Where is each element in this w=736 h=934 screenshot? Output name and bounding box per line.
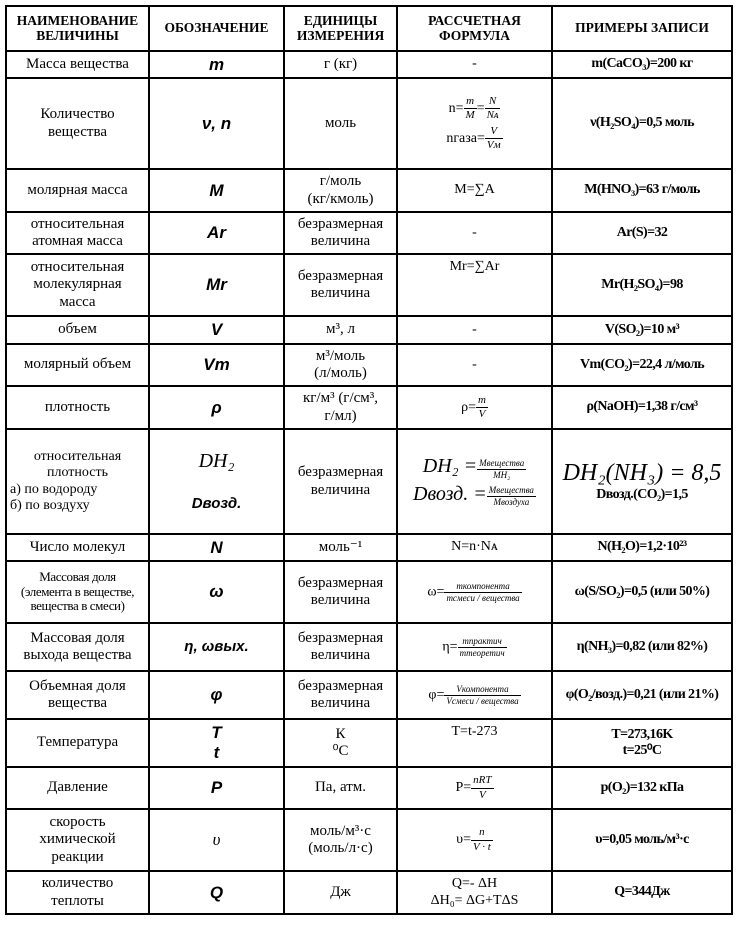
row-symbol	[149, 429, 284, 534]
row-units: моль⁻¹	[284, 534, 397, 561]
row-example: DH₂(NH₃) = 8,5 Dвозд.(CO₂)=1,5	[552, 429, 732, 534]
row-example: ρ(NaOH)=1,38 г/см³	[552, 386, 732, 429]
row-example: φ(O₂/возд.)=0,21 (или 21%)	[552, 671, 732, 719]
table-row	[6, 671, 732, 719]
row-name: Число молекул	[6, 534, 149, 561]
row-symbol: η, ωвых.	[149, 623, 284, 671]
header-symbol: ОБОЗНАЧЕНИЕ	[149, 6, 284, 51]
row-symbol: ρ	[149, 386, 284, 429]
table-row	[6, 871, 732, 914]
row-units: К ⁰С	[284, 719, 397, 767]
row-name: молярная масса	[6, 169, 149, 212]
row-name: относительная молекулярная масса	[6, 254, 149, 316]
row-example: p(O₂)=132 кПа	[552, 767, 732, 809]
row-example: η(NH₃)=0,82 (или 82%)	[552, 623, 732, 671]
row-formula	[397, 429, 552, 534]
row-units: моль/м³·с (моль/л·с)	[284, 809, 397, 871]
table-row	[6, 51, 732, 78]
row-formula: -	[397, 212, 552, 254]
row-name: Массовая доля выхода вещества	[6, 623, 149, 671]
table-row	[6, 623, 732, 671]
row-formula: Q=- ΔH ΔH₀= ΔG+TΔS	[397, 871, 552, 914]
row-formula: M=∑A	[397, 169, 552, 212]
row-units: моль	[284, 78, 397, 169]
table-row	[6, 316, 732, 344]
row-formula: η= $\frac{\text{mпрактич}}{\text{mтеоретич}}$	[397, 623, 552, 671]
row-example: Vm(CO₂)=22,4 л/моль	[552, 344, 732, 386]
table-row	[6, 169, 732, 212]
row-name: плотность	[6, 386, 149, 429]
row-name: относительная атомная масса	[6, 212, 149, 254]
row-symbol: υ	[149, 809, 284, 871]
row-formula: P= $\frac{\text{nRT}}{V}$	[397, 767, 552, 809]
row-name: количество теплоты	[6, 871, 149, 914]
row-symbol: T t	[149, 719, 284, 767]
row-formula: N=n·Nᴀ	[397, 534, 552, 561]
header-row	[6, 6, 732, 51]
row-name: объем	[6, 316, 149, 344]
row-formula: -	[397, 51, 552, 78]
row-name: относительная плотность а) по водороду б) по воздуху	[6, 429, 149, 534]
row-name: Количество вещества	[6, 78, 149, 169]
row-example: N(H₂O)=1,2·10²³	[552, 534, 732, 561]
row-example: ω(S/SO₂)=0,5 (или 50%)	[552, 561, 732, 623]
physical-quantities-table	[5, 5, 733, 915]
row-units: кг/м³ (г/см³, г/мл)	[284, 386, 397, 429]
symbol-d-h2: DH₂	[198, 450, 235, 473]
row-units: Па, атм.	[284, 767, 397, 809]
row-formula: ρ= $\frac{m}{V}$	[397, 386, 552, 429]
row-formula: υ= $\frac{n}{V \cdot t}$	[397, 809, 552, 871]
header-examples: ПРИМЕРЫ ЗАПИСИ	[552, 6, 732, 51]
row-example: υ=0,05 моль/м³·с	[552, 809, 732, 871]
row-name: Масса вещества	[6, 51, 149, 78]
table-row	[6, 719, 732, 767]
row-name: Давление	[6, 767, 149, 809]
row-units: безразмерная величина	[284, 671, 397, 719]
row-name: Объемная доля вещества	[6, 671, 149, 719]
table-row	[6, 212, 732, 254]
row-symbol: m	[149, 51, 284, 78]
table-row	[6, 809, 732, 871]
row-symbol: N	[149, 534, 284, 561]
row-example: Mr(H₂SO₄)=98	[552, 254, 732, 316]
table-row	[6, 767, 732, 809]
row-symbol: φ	[149, 671, 284, 719]
row-example: M(HNO₃)=63 г/моль	[552, 169, 732, 212]
row-name: молярный объем	[6, 344, 149, 386]
row-formula: φ= $\frac{\text{Vкомпонента}}{\text{Vсмеси / вещества}}$	[397, 671, 552, 719]
row-formula: ω= $\frac{\text{mкомпонента}}{\text{mсмеси / вещества}}$	[397, 561, 552, 623]
row-symbol: M	[149, 169, 284, 212]
header-name: НАИМЕНОВАНИЕ ВЕЛИЧИНЫ	[6, 6, 149, 51]
row-units: г/моль (кг/кмоль)	[284, 169, 397, 212]
table-row	[6, 429, 732, 534]
row-formula	[397, 78, 552, 169]
table-row	[6, 534, 732, 561]
row-name: скорость химической реакции	[6, 809, 149, 871]
row-name: Температура	[6, 719, 149, 767]
row-formula: Mr=∑Ar	[397, 254, 552, 316]
row-symbol: ν, n	[149, 78, 284, 169]
row-units: безразмерная величина	[284, 212, 397, 254]
row-units: безразмерная величина	[284, 254, 397, 316]
row-units: м³, л	[284, 316, 397, 344]
row-example: m(CaCO₃)=200 кг	[552, 51, 732, 78]
formula-amount-gas: nгаза= $\frac{V}{Vм}$	[446, 124, 501, 151]
row-formula: -	[397, 344, 552, 386]
row-units: безразмерная величина	[284, 623, 397, 671]
row-units: Дж	[284, 871, 397, 914]
header-formula: РАССЧЕТНАЯ ФОРМУЛА	[397, 6, 552, 51]
row-units: безразмерная величина	[284, 561, 397, 623]
row-symbol: Vm	[149, 344, 284, 386]
table-row	[6, 344, 732, 386]
table-row	[6, 254, 732, 316]
row-example: Q=344Дж	[552, 871, 732, 914]
row-formula: -	[397, 316, 552, 344]
row-units: м³/моль (л/моль)	[284, 344, 397, 386]
formula-density-h2: DH₂ = $\frac{\text{Mвещества}}{\text{MH₂}}$	[422, 455, 525, 480]
row-symbol: Q	[149, 871, 284, 914]
row-units: г (кг)	[284, 51, 397, 78]
row-symbol: Ar	[149, 212, 284, 254]
row-formula: T=t-273	[397, 719, 552, 767]
row-units: безразмерная величина	[284, 429, 397, 534]
header-units: ЕДИНИЦЫ ИЗМЕРЕНИЯ	[284, 6, 397, 51]
table-row	[6, 78, 732, 169]
row-symbol: Mr	[149, 254, 284, 316]
formula-density-air: Dвозд. = $\frac{\text{Mвещества}}{\text{Mвоздуха}}$	[413, 482, 534, 507]
formula-amount-mass: n= $\frac{m}{M}$ = $\frac{N}{\text{Nᴀ}}$	[448, 95, 499, 122]
row-name: Массовая доля (элемента в веществе, вещества в смеси)	[6, 561, 149, 623]
row-example: V(SO₂)=10 м³	[552, 316, 732, 344]
row-example: ν(H₂SO₄)=0,5 моль	[552, 78, 732, 169]
row-symbol: V	[149, 316, 284, 344]
row-example: T=273,16K t=25⁰C	[552, 719, 732, 767]
table-row	[6, 561, 732, 623]
row-symbol: P	[149, 767, 284, 809]
table-row	[6, 386, 732, 429]
row-symbol: ω	[149, 561, 284, 623]
symbol-d-air: Dвозд.	[191, 495, 242, 513]
row-example: Ar(S)=32	[552, 212, 732, 254]
